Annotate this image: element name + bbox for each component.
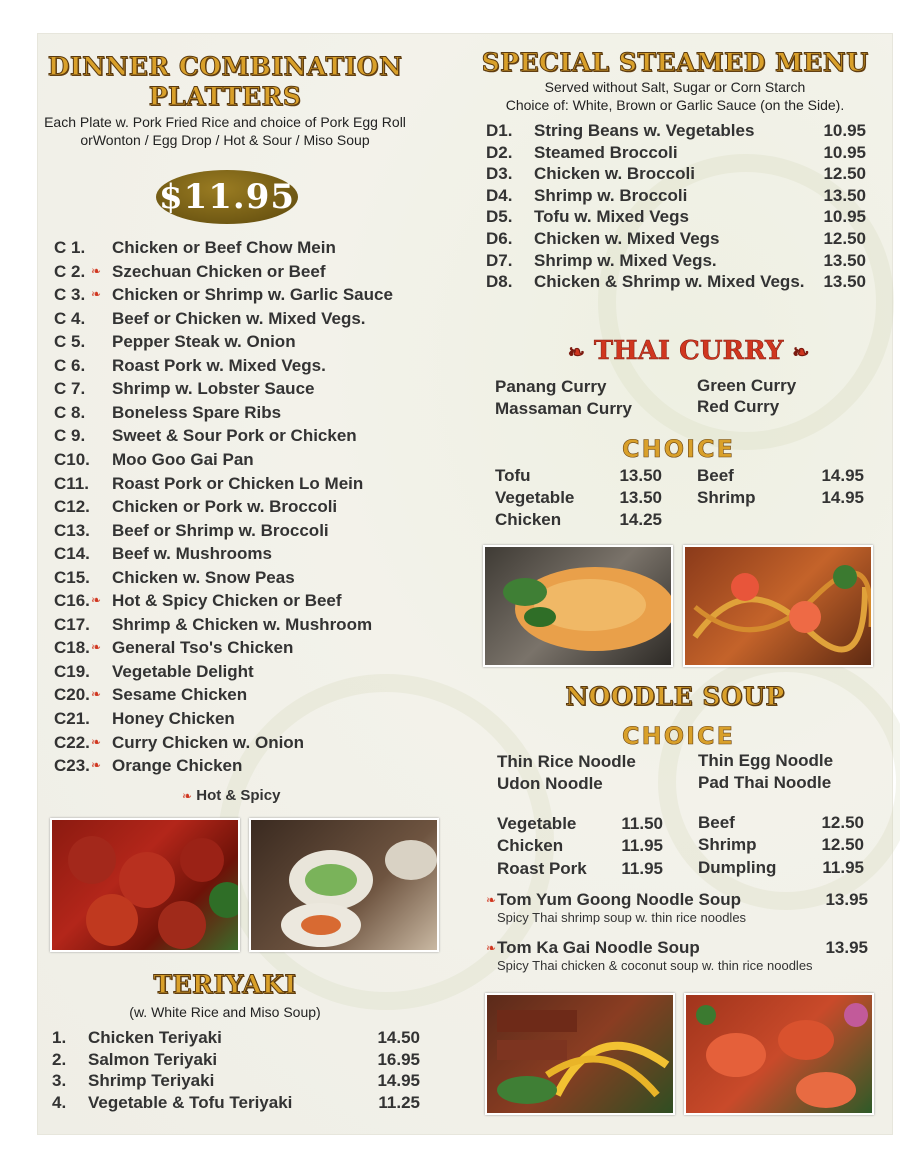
dinner-item xyxy=(54,450,414,472)
curry-choice xyxy=(495,510,662,532)
steamed-note-line1: Served without Salt, Sugar or Corn Starch xyxy=(544,79,806,95)
item-name: Szechuan Chicken or Beef xyxy=(112,262,326,281)
noodle-special xyxy=(486,938,868,978)
steamed-note-line2: Choice of: White, Brown or Garlic Sauce (on the Side). xyxy=(505,97,845,113)
item-code: C 6. xyxy=(54,356,86,375)
item-code: C22. xyxy=(54,733,90,752)
dinner-item xyxy=(54,685,414,707)
special-price: 13.95 xyxy=(825,890,868,909)
item-name: Chicken w. Snow Peas xyxy=(112,568,295,587)
steamed-item xyxy=(486,186,866,208)
chili-icon: ❧ xyxy=(91,758,102,772)
item-price: 10.95 xyxy=(823,121,866,140)
item-name: Boneless Spare Ribs xyxy=(112,403,282,422)
item-name: Vegetable & Tofu Teriyaki xyxy=(88,1093,293,1112)
spicy-legend-label: Hot & Spicy xyxy=(196,787,281,804)
steamed-item xyxy=(486,272,866,294)
dinner-item xyxy=(54,309,414,331)
noodle-type: Udon Noodle xyxy=(497,774,603,793)
curry-photo xyxy=(483,545,673,667)
teriyaki-item xyxy=(52,1028,420,1050)
dinner-item xyxy=(54,262,414,284)
spicy-legend xyxy=(182,787,280,804)
item-name: Shrimp & Chicken w. Mushroom xyxy=(112,615,373,634)
noodle-photo xyxy=(683,545,873,667)
item-code: 2. xyxy=(52,1050,67,1069)
choice-name: Shrimp xyxy=(698,835,757,854)
item-price: 13.50 xyxy=(823,186,866,205)
choice-price: 11.95 xyxy=(621,836,663,855)
item-code: D2. xyxy=(486,143,513,162)
choice-name: Chicken xyxy=(495,510,562,529)
item-code: C 5. xyxy=(54,332,86,351)
noodle-image xyxy=(685,547,871,665)
curry-type: Red Curry xyxy=(697,397,780,416)
teriyaki-item xyxy=(52,1050,420,1072)
chili-icon: ❧ xyxy=(91,264,102,278)
choice-price: 14.95 xyxy=(821,488,864,507)
curry-type: Massaman Curry xyxy=(495,399,633,418)
noodle-soup-title: NOODLE SOUP xyxy=(565,682,785,711)
choice-price: 13.50 xyxy=(619,466,662,485)
item-code: C15. xyxy=(54,568,90,587)
dinner-item xyxy=(54,544,414,566)
steamed-item xyxy=(486,207,866,229)
item-code: D8. xyxy=(486,272,513,291)
shrimp-dish-image xyxy=(686,995,872,1113)
dinner-item xyxy=(54,426,414,448)
item-code: C11. xyxy=(54,474,89,493)
curry-choice xyxy=(697,488,864,510)
curry-choice xyxy=(495,488,662,510)
general-tso-chicken-image xyxy=(52,820,238,950)
dinner-note-line1: Each Plate w. Pork Fried Rice and choice of Pork Egg Roll xyxy=(44,114,406,130)
dinner-price-badge xyxy=(156,170,298,224)
item-code: D6. xyxy=(486,229,513,248)
dinner-note xyxy=(40,113,410,149)
item-name: Beef w. Mushrooms xyxy=(112,544,272,563)
item-price: 12.50 xyxy=(823,229,866,248)
dinner-note-line2: orWonton / Egg Drop / Hot & Sour / Miso Soup xyxy=(80,132,370,148)
curry-choice xyxy=(495,466,662,488)
choice-name: Roast Pork xyxy=(497,859,587,878)
item-name: Shrimp w. Broccoli xyxy=(534,186,688,205)
steamed-item xyxy=(486,143,866,165)
item-code: 1. xyxy=(52,1028,67,1047)
steamed-item xyxy=(486,121,866,143)
item-code: 3. xyxy=(52,1071,67,1090)
item-price: 10.95 xyxy=(823,207,866,226)
teriyaki-note: (w. White Rice and Miso Soup) xyxy=(129,1004,321,1020)
item-code: C 3. xyxy=(54,285,86,304)
item-code: D7. xyxy=(486,251,513,270)
item-code: C 7. xyxy=(54,379,86,398)
dinner-item xyxy=(54,285,414,307)
dinner-item xyxy=(54,474,414,496)
choice-price: 12.50 xyxy=(821,813,864,832)
choice-price: 12.50 xyxy=(821,835,864,854)
dinner-title xyxy=(40,52,410,112)
dinner-item xyxy=(54,591,414,613)
chili-icon: ❧ xyxy=(182,789,193,803)
item-name: Beef or Shrimp w. Broccoli xyxy=(112,521,329,540)
curry-type: Green Curry xyxy=(697,376,797,395)
item-code: C 1. xyxy=(54,238,86,257)
item-name: Shrimp w. Mixed Vegs. xyxy=(534,251,717,270)
item-code: C10. xyxy=(54,450,90,469)
item-code: C14. xyxy=(54,544,90,563)
noodle-choice xyxy=(698,813,864,835)
dinner-title-line1: DINNER COMBINATION xyxy=(47,52,403,81)
dinner-item xyxy=(54,332,414,354)
dinner-item xyxy=(54,238,414,260)
steamed-item xyxy=(486,164,866,186)
chili-icon: ❧ xyxy=(486,893,497,907)
curry-image xyxy=(485,547,671,665)
dinner-item xyxy=(54,709,414,731)
item-name: Chicken or Shrimp w. Garlic Sauce xyxy=(112,285,393,304)
choice-name: Beef xyxy=(698,813,735,832)
choice-price: 14.95 xyxy=(821,466,864,485)
item-name: Sesame Chicken xyxy=(112,685,248,704)
item-code: C19. xyxy=(54,662,90,681)
item-name: Roast Pork or Chicken Lo Mein xyxy=(112,474,364,493)
chili-icon: ❧ xyxy=(91,735,102,749)
noodle-choice xyxy=(698,858,864,880)
chili-icon: ❧ xyxy=(91,287,102,301)
item-name: Chicken or Beef Chow Mein xyxy=(112,238,336,257)
noodle-choice xyxy=(497,859,663,881)
item-name: General Tso's Chicken xyxy=(112,638,294,657)
thai-curry-title-text: THAI CURRY xyxy=(593,336,784,366)
item-name: Steamed Broccoli xyxy=(534,143,678,162)
item-price: 16.95 xyxy=(377,1050,420,1069)
dinner-item xyxy=(54,733,414,755)
special-desc: Spicy Thai shrimp soup w. thin rice noodles xyxy=(497,910,747,925)
dinner-item xyxy=(54,756,414,778)
choice-name: Dumpling xyxy=(698,858,777,877)
item-name: Hot & Spicy Chicken or Beef xyxy=(112,591,342,610)
teriyaki-item xyxy=(52,1071,420,1093)
choice-name: Beef xyxy=(697,466,734,485)
item-code: C12. xyxy=(54,497,90,516)
teriyaki-item xyxy=(52,1093,420,1115)
item-price: 13.50 xyxy=(823,272,866,291)
item-name: Shrimp Teriyaki xyxy=(88,1071,215,1090)
dinner-item xyxy=(54,403,414,425)
chili-icon: ❧ xyxy=(91,593,102,607)
steamed-item xyxy=(486,251,866,273)
item-name: Salmon Teriyaki xyxy=(88,1050,218,1069)
item-price: 14.50 xyxy=(377,1028,420,1047)
steamed-item xyxy=(486,229,866,251)
item-name: Curry Chicken w. Onion xyxy=(112,733,305,752)
general-tso-chicken-photo xyxy=(50,818,240,952)
dinner-item xyxy=(54,662,414,684)
item-code: C 9. xyxy=(54,426,86,445)
dinner-item xyxy=(54,615,414,637)
dinner-item xyxy=(54,521,414,543)
noodle-choice xyxy=(698,835,864,857)
item-name: Chicken & Shrimp w. Mixed Vegs. xyxy=(534,272,805,291)
item-name: Honey Chicken xyxy=(112,709,235,728)
item-name: Beef or Chicken w. Mixed Vegs. xyxy=(112,309,366,328)
special-name: Tom Ka Gai Noodle Soup xyxy=(497,938,700,957)
steamed-title: SPECIAL STEAMED MENU xyxy=(481,48,869,77)
item-name: Shrimp w. Lobster Sauce xyxy=(112,379,315,398)
noodle-choice xyxy=(497,814,663,836)
item-name: Roast Pork w. Mixed Vegs. xyxy=(112,356,326,375)
spring-roll-image xyxy=(251,820,437,950)
item-code: C16. xyxy=(54,591,90,610)
choice-price: 11.95 xyxy=(621,859,663,878)
shrimp-dish-photo xyxy=(684,993,874,1115)
steamed-note xyxy=(480,78,870,114)
item-name: Pepper Steak w. Onion xyxy=(112,332,296,351)
curry-type: Panang Curry xyxy=(495,377,607,396)
item-code: C 8. xyxy=(54,403,86,422)
item-name: Vegetable Delight xyxy=(112,662,254,681)
choice-price: 11.50 xyxy=(621,814,663,833)
beef-noodle-image xyxy=(487,995,673,1113)
choice-price: 11.95 xyxy=(822,858,864,877)
item-price: 11.25 xyxy=(378,1093,420,1112)
dinner-title-line2: PLATTERS xyxy=(148,82,302,111)
choice-price: 13.50 xyxy=(619,488,662,507)
teriyaki-title: TERIYAKI xyxy=(153,970,297,999)
item-code: D5. xyxy=(486,207,513,226)
item-code: D4. xyxy=(486,186,513,205)
item-price: 12.50 xyxy=(823,164,866,183)
chili-icon: ❧ xyxy=(91,687,102,701)
item-code: D3. xyxy=(486,164,513,183)
item-code: C 2. xyxy=(54,262,86,281)
dinner-item xyxy=(54,356,414,378)
thai-curry-title xyxy=(568,336,809,366)
item-code: C13. xyxy=(54,521,90,540)
noodle-type: Thin Rice Noodle xyxy=(497,752,636,771)
noodle-type: Thin Egg Noodle xyxy=(698,751,834,770)
item-name: Moo Goo Gai Pan xyxy=(112,450,254,469)
dinner-item xyxy=(54,568,414,590)
dinner-item xyxy=(54,638,414,660)
item-name: Chicken Teriyaki xyxy=(88,1028,222,1047)
item-code: C18. xyxy=(54,638,90,657)
item-name: Chicken or Pork w. Broccoli xyxy=(112,497,338,516)
dinner-item xyxy=(54,379,414,401)
choice-name: Vegetable xyxy=(497,814,577,833)
choice-name: Chicken xyxy=(497,836,564,855)
beef-noodle-photo xyxy=(485,993,675,1115)
item-name: String Beans w. Vegetables xyxy=(534,121,755,140)
noodle-choice-title: CHOICE xyxy=(622,722,736,750)
special-desc: Spicy Thai chicken & coconut soup w. thin rice noodles xyxy=(497,958,813,973)
chili-icon: ❧ xyxy=(568,340,585,364)
item-code: C20. xyxy=(54,685,90,704)
chili-icon: ❧ xyxy=(91,640,102,654)
special-name: Tom Yum Goong Noodle Soup xyxy=(497,890,741,909)
item-name: Chicken w. Mixed Vegs xyxy=(534,229,720,248)
item-price: 10.95 xyxy=(823,143,866,162)
spring-roll-photo xyxy=(249,818,439,952)
noodle-type: Pad Thai Noodle xyxy=(698,773,832,792)
noodle-choice xyxy=(497,836,663,858)
choice-name: Vegetable xyxy=(495,488,575,507)
item-price: 14.95 xyxy=(377,1071,420,1090)
item-code: C23. xyxy=(54,756,90,775)
item-name: Orange Chicken xyxy=(112,756,243,775)
item-name: Tofu w. Mixed Vegs xyxy=(534,207,689,226)
choice-price: 14.25 xyxy=(619,510,662,529)
noodle-special xyxy=(486,890,868,930)
dinner-price: $11.95 xyxy=(158,177,296,217)
choice-name: Shrimp xyxy=(697,488,756,507)
chili-icon: ❧ xyxy=(486,941,497,955)
chili-icon: ❧ xyxy=(792,340,810,364)
item-name: Chicken w. Broccoli xyxy=(534,164,695,183)
item-name: Sweet & Sour Pork or Chicken xyxy=(112,426,357,445)
item-code: C 4. xyxy=(54,309,86,328)
item-code: C21. xyxy=(54,709,90,728)
curry-choice xyxy=(697,466,864,488)
dinner-item xyxy=(54,497,414,519)
item-price: 13.50 xyxy=(823,251,866,270)
item-code: C17. xyxy=(54,615,90,634)
item-code: 4. xyxy=(52,1093,67,1112)
choice-name: Tofu xyxy=(495,466,531,485)
item-code: D1. xyxy=(486,121,513,140)
curry-choice-title: CHOICE xyxy=(622,435,736,463)
special-price: 13.95 xyxy=(825,938,868,957)
